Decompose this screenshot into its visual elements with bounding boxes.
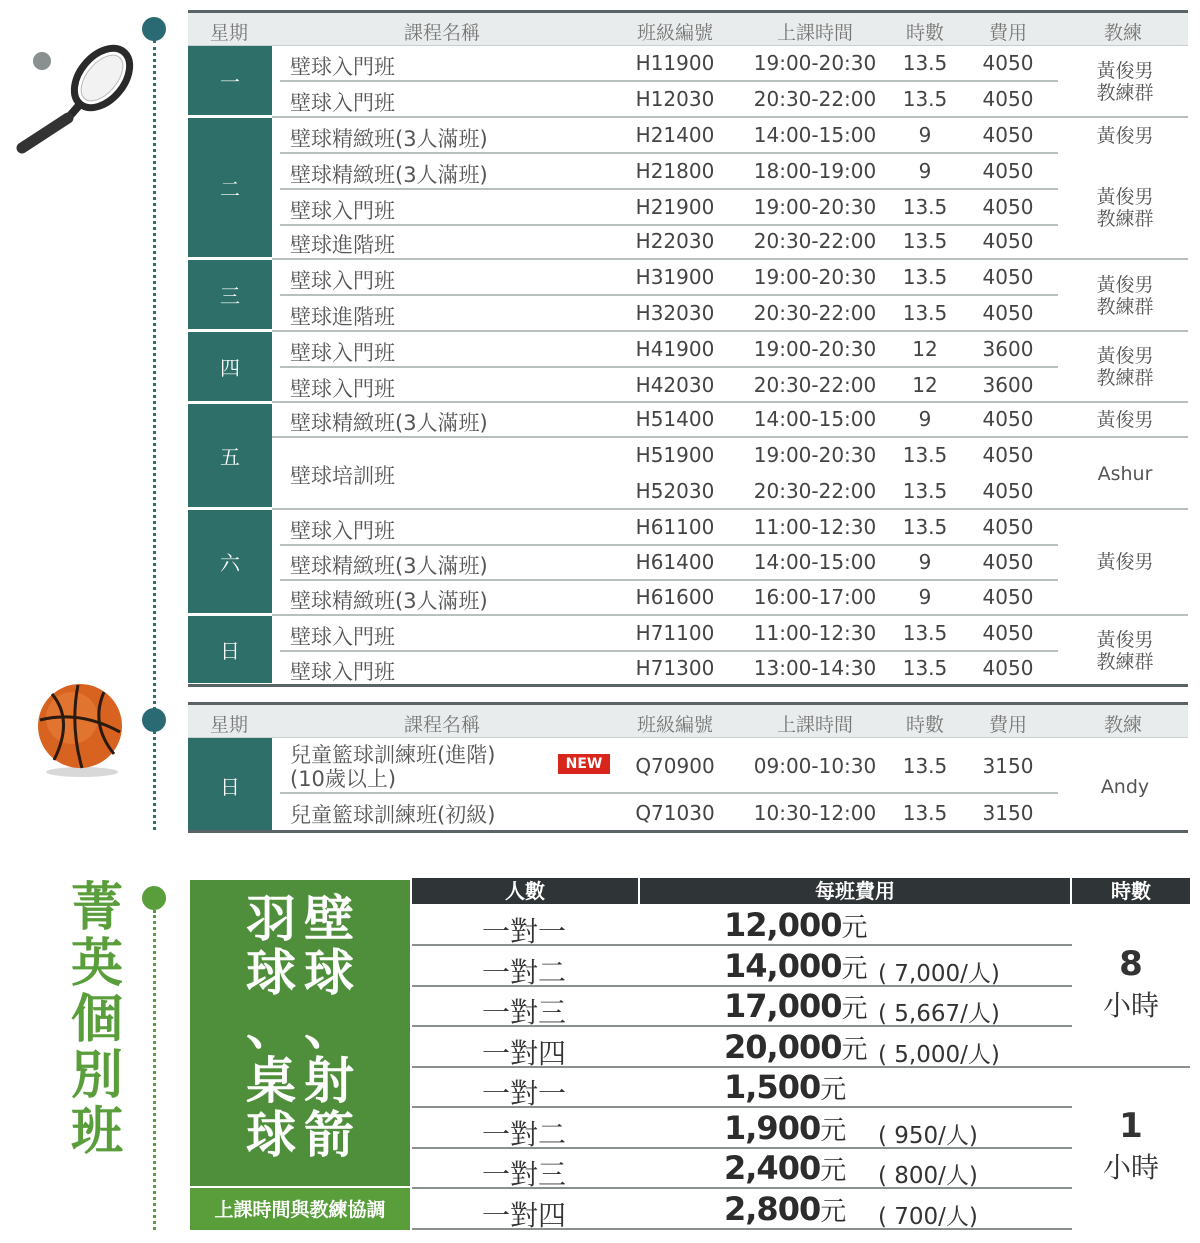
class-price	[724, 1149, 845, 1187]
squash-course-row	[272, 118, 1188, 154]
class-price	[724, 1109, 845, 1147]
coach-cell-sat: 黃俊男	[1096, 551, 1154, 573]
coach-cell-tue-b: 黃俊男 教練群	[1096, 186, 1154, 230]
col-coach: 教練	[1103, 714, 1143, 736]
class-hours: 13.5	[902, 87, 948, 111]
class-code: H31900	[635, 265, 715, 289]
day-cell-wed: 三	[188, 260, 272, 332]
squash-table-header	[188, 10, 1188, 46]
people-count: 一對三	[482, 1158, 567, 1191]
people-count: 一對四	[482, 1036, 567, 1070]
per-person-price: ( 700/人)	[878, 1203, 978, 1230]
class-price	[724, 1028, 867, 1066]
class-price	[724, 987, 867, 1025]
class-code: H61100	[635, 515, 715, 539]
people-count: 一對三	[482, 996, 567, 1029]
col-weekday: 星期	[209, 714, 249, 736]
class-fee: 3150	[982, 754, 1034, 778]
course-name: 壁球入門班	[290, 660, 395, 684]
class-fee: 4050	[982, 621, 1034, 645]
class-fee: 4050	[982, 229, 1034, 253]
squash-course-row	[272, 260, 1188, 296]
class-time: 19:00-20:30	[753, 443, 877, 467]
squash-course-row	[272, 82, 1188, 118]
class-time: 14:00-15:00	[753, 407, 877, 431]
class-hours: 13.5	[902, 656, 948, 680]
squash-course-row	[272, 296, 1188, 332]
new-badge: NEW	[557, 753, 611, 775]
class-fee: 4050	[982, 515, 1034, 539]
col-course-name: 課程名稱	[403, 714, 481, 736]
elite-col-fee: 每班費用	[640, 878, 1070, 904]
course-name: 壁球精緻班(3人滿班)	[290, 163, 488, 187]
class-code: H71100	[635, 621, 715, 645]
class-fee: 4050	[982, 301, 1034, 325]
price-amount: 12,000	[724, 906, 842, 944]
class-time: 19:00-20:30	[753, 195, 877, 219]
class-hours: 13.5	[902, 801, 948, 825]
col-course-name: 課程名稱	[403, 22, 481, 44]
elite-price-row	[412, 1028, 1072, 1068]
class-time: 19:00-20:30	[753, 51, 877, 75]
class-time: 11:00-12:30	[753, 515, 877, 539]
col-weekday: 星期	[209, 22, 249, 44]
squash-course-row	[272, 46, 1188, 82]
class-hours: 13.5	[902, 754, 948, 778]
price-unit: 元	[820, 1196, 846, 1227]
class-time: 16:00-17:00	[753, 585, 877, 609]
day-cell-mon: 一	[188, 46, 272, 118]
class-hours: 13.5	[902, 479, 948, 503]
elite-sports-left-column: 羽 球 、 桌 球	[246, 890, 296, 1164]
course-name: 壁球入門班	[290, 625, 395, 649]
basketball-row-beginner	[272, 796, 1188, 832]
class-hours: 12	[912, 373, 938, 397]
basketball-table-header	[188, 702, 1188, 738]
people-count: 一對二	[482, 955, 567, 989]
class-time: 10:30-12:00	[753, 801, 877, 825]
people-count: 一對四	[482, 1198, 567, 1232]
class-time: 20:30-22:00	[753, 373, 877, 397]
price-unit: 元	[841, 953, 867, 984]
class-fee: 4050	[982, 585, 1034, 609]
price-unit: 元	[841, 1034, 867, 1065]
price-amount: 1,500	[724, 1068, 821, 1106]
price-amount: 1,900	[724, 1108, 821, 1147]
class-fee: 4050	[982, 265, 1034, 289]
people-count: 一對一	[482, 915, 567, 948]
squash-course-row	[272, 580, 1188, 616]
course-name: 壁球入門班	[290, 341, 395, 365]
class-code: H71300	[635, 656, 715, 680]
class-time: 13:00-14:30	[753, 656, 877, 680]
class-code: H21800	[635, 159, 715, 183]
basketball-illustration	[30, 680, 130, 780]
class-hours: 9	[918, 550, 932, 574]
class-code: H22030	[635, 229, 715, 253]
class-fee: 4050	[982, 443, 1034, 467]
price-unit: 元	[841, 994, 867, 1024]
class-code: H21900	[635, 195, 715, 219]
per-person-price: ( 800/人)	[878, 1163, 978, 1189]
group-separator	[272, 330, 1188, 332]
course-name: 壁球進階班	[290, 233, 395, 257]
class-code: Q70900	[635, 754, 715, 778]
coach-cell-thu: 黃俊男 教練群	[1096, 345, 1154, 389]
group-separator	[272, 508, 1188, 510]
per-person-price: ( 7,000/人)	[878, 960, 1000, 987]
price-unit: 元	[820, 1156, 846, 1186]
class-price	[724, 906, 867, 944]
class-time: 20:30-22:00	[753, 301, 877, 325]
elite-price-row	[412, 1109, 1072, 1149]
squash-course-row	[272, 616, 1188, 652]
basketball-table-bottom-rule	[188, 830, 1188, 833]
elite-col-hours: 時數	[1072, 878, 1190, 904]
course-name: 壁球入門班	[290, 519, 395, 543]
timeline-node-elite	[142, 886, 166, 910]
class-code: H21400	[635, 123, 715, 147]
people-count: 一對二	[482, 1117, 567, 1151]
course-name: 壁球入門班	[290, 199, 395, 223]
class-fee: 4050	[982, 123, 1034, 147]
class-code: H61600	[635, 585, 715, 609]
course-name-note: (10歲以上)	[290, 767, 397, 791]
squash-course-row	[272, 154, 1188, 190]
elite-price-row	[412, 1068, 1072, 1108]
col-fee: 費用	[988, 22, 1028, 44]
class-time: 20:30-22:00	[753, 479, 877, 503]
class-hours: 13.5	[902, 51, 948, 75]
hours-separator	[1072, 1066, 1190, 1068]
course-name: 壁球進階班	[290, 305, 395, 329]
squash-racket-illustration	[10, 30, 140, 160]
squash-course-row	[272, 545, 1188, 581]
timeline-node-basketball	[142, 708, 166, 732]
timeline-dots-elite	[153, 910, 156, 1230]
squash-course-row	[272, 474, 1188, 510]
class-fee: 4050	[982, 656, 1034, 680]
price-unit: 元	[820, 1115, 846, 1146]
col-hours: 時數	[905, 22, 945, 44]
price-amount: 20,000	[724, 1027, 842, 1066]
squash-course-row	[272, 224, 1188, 260]
course-name: 壁球入門班	[290, 269, 395, 293]
elite-footer-note: 上課時間與教練協調	[190, 1186, 410, 1230]
col-class-code: 班級編號	[636, 714, 714, 736]
price-amount: 17,000	[724, 987, 842, 1025]
class-hours: 12	[912, 337, 938, 361]
col-fee: 費用	[988, 714, 1028, 736]
squash-course-row	[272, 368, 1188, 404]
course-name: 壁球精緻班(3人滿班)	[290, 411, 488, 435]
squash-course-row	[272, 402, 1188, 438]
people-count: 一對一	[482, 1077, 567, 1110]
course-name: 壁球入門班	[290, 91, 395, 115]
day-cell-fri: 五	[188, 404, 272, 510]
course-name: 壁球入門班	[290, 377, 395, 401]
price-amount: 2,400	[724, 1149, 821, 1187]
group-separator	[272, 614, 1188, 616]
class-time: 19:00-20:30	[753, 265, 877, 289]
per-person-price: ( 5,667/人)	[878, 1001, 1000, 1027]
course-name: 壁球精緻班(3人滿班)	[290, 589, 488, 613]
class-hours: 13.5	[902, 229, 948, 253]
day-cell-sun: 日	[188, 616, 272, 686]
squash-course-row	[272, 438, 1188, 488]
class-fee: 3600	[982, 337, 1034, 361]
day-cell-sat: 六	[188, 510, 272, 616]
elite-price-row	[412, 947, 1072, 987]
class-code: H32030	[635, 301, 715, 325]
squash-course-row	[272, 332, 1188, 368]
class-code: H51400	[635, 407, 715, 431]
class-code: H12030	[635, 87, 715, 111]
class-fee: 4050	[982, 195, 1034, 219]
coach-cell-fri-a: 黃俊男	[1096, 409, 1154, 431]
group-separator	[272, 436, 1188, 438]
coach-cell-mon: 黃俊男 教練群	[1096, 60, 1154, 104]
col-class-time: 上課時間	[776, 22, 854, 44]
class-price	[724, 1190, 845, 1228]
class-time: 18:00-19:00	[753, 159, 877, 183]
course-name: 壁球精緻班(3人滿班)	[290, 554, 488, 578]
timeline-node-squash	[142, 17, 166, 41]
class-fee: 3150	[982, 801, 1034, 825]
class-code: H42030	[635, 373, 715, 397]
price-unit: 元	[820, 1075, 846, 1105]
class-hours: 13.5	[902, 265, 948, 289]
elite-sports-right-column: 壁 球 、 射 箭	[304, 890, 354, 1164]
col-hours: 時數	[905, 714, 945, 736]
class-time: 14:00-15:00	[753, 550, 877, 574]
group-separator	[272, 401, 1188, 403]
coach-cell-fri-b: Ashur	[1097, 463, 1153, 485]
class-code: H51900	[635, 443, 715, 467]
class-code: H11900	[635, 51, 715, 75]
class-time: 20:30-22:00	[753, 229, 877, 253]
class-hours: 13.5	[902, 621, 948, 645]
per-person-price: ( 5,000/人)	[878, 1041, 1000, 1068]
row-separator	[280, 792, 1058, 794]
col-coach: 教練	[1103, 22, 1143, 44]
price-amount: 14,000	[724, 946, 842, 985]
course-name: 兒童籃球訓練班(初級)	[290, 803, 496, 827]
elite-title: 菁 英 個 別 班	[70, 878, 123, 1162]
price-amount: 2,800	[724, 1189, 821, 1228]
class-fee: 4050	[982, 51, 1034, 75]
class-time: 14:00-15:00	[753, 123, 877, 147]
class-fee: 4050	[982, 479, 1034, 503]
class-fee: 4050	[982, 407, 1034, 431]
class-hours: 13.5	[902, 301, 948, 325]
class-fee: 4050	[982, 87, 1034, 111]
elite-hours-group-1: 8 小時	[1102, 944, 1159, 1022]
class-code: H41900	[635, 337, 715, 361]
day-cell-tue: 二	[188, 118, 272, 260]
coach-cell-tue-a: 黃俊男	[1096, 125, 1154, 147]
course-name: 壁球培訓班	[290, 464, 395, 488]
class-fee: 4050	[982, 159, 1034, 183]
class-code: Q71030	[635, 801, 715, 825]
class-hours: 9	[918, 407, 932, 431]
class-fee: 3600	[982, 373, 1034, 397]
course-name: 壁球入門班	[290, 55, 395, 79]
class-hours: 9	[918, 159, 932, 183]
class-hours: 13.5	[902, 515, 948, 539]
squash-table-bottom-rule	[188, 684, 1188, 687]
class-code: H52030	[635, 479, 715, 503]
elite-sports-panel	[190, 880, 410, 1230]
class-time: 20:30-22:00	[753, 87, 877, 111]
group-separator	[272, 258, 1188, 260]
elite-price-row	[412, 1190, 1072, 1230]
coach-cell-sun: 黃俊男 教練群	[1096, 629, 1154, 673]
class-hours: 9	[918, 585, 932, 609]
class-hours: 13.5	[902, 195, 948, 219]
price-unit: 元	[841, 913, 867, 943]
course-name: 兒童籃球訓練班(進階)	[290, 743, 496, 767]
basketball-row-advanced	[272, 738, 1188, 794]
coach-cell-wed: 黃俊男 教練群	[1096, 274, 1154, 318]
squash-course-row	[272, 651, 1188, 687]
day-cell-sun-basketball: 日	[188, 738, 272, 832]
class-time: 19:00-20:30	[753, 337, 877, 361]
col-class-code: 班級編號	[636, 22, 714, 44]
elite-price-row	[412, 1149, 1072, 1189]
squash-course-row	[272, 190, 1188, 226]
elite-col-people: 人數	[412, 878, 638, 904]
class-price	[724, 947, 867, 985]
coach-cell-basketball: Andy	[1100, 776, 1150, 798]
class-fee: 4050	[982, 550, 1034, 574]
class-code: H61400	[635, 550, 715, 574]
class-hours: 13.5	[902, 443, 948, 467]
elite-hours-group-2: 1 小時	[1102, 1106, 1159, 1184]
per-person-price: ( 950/人)	[878, 1122, 978, 1149]
class-time: 11:00-12:30	[753, 621, 877, 645]
course-name: 壁球精緻班(3人滿班)	[290, 127, 488, 151]
day-cell-thu: 四	[188, 332, 272, 404]
elite-price-row	[412, 906, 1072, 946]
col-class-time: 上課時間	[776, 714, 854, 736]
squash-course-row	[272, 510, 1188, 546]
class-price	[724, 1068, 845, 1106]
class-time: 09:00-10:30	[753, 754, 877, 778]
group-separator	[272, 116, 1188, 118]
class-hours: 9	[918, 123, 932, 147]
elite-price-row	[412, 987, 1072, 1027]
